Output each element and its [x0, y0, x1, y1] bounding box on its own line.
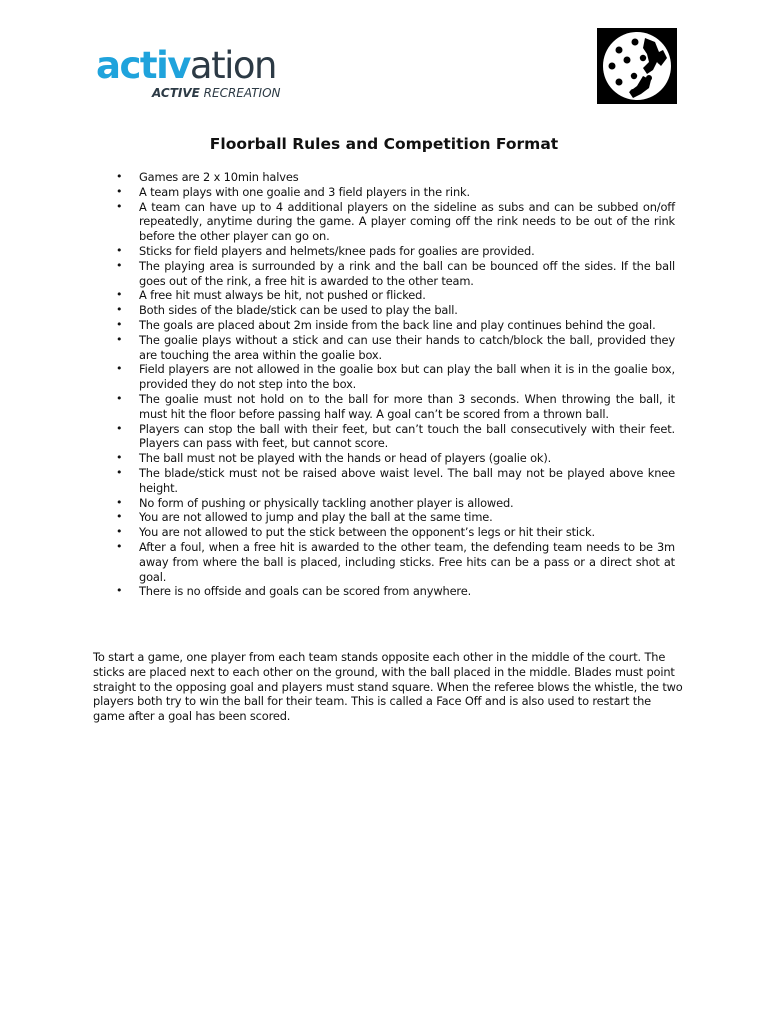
rule-text: No form of pushing or physically tackling another player is allowed. — [139, 495, 514, 510]
rule-text: Field players are not allowed in the goalie box but can play the ball when it is in the goalie box, provided they do not step into the box. — [139, 362, 675, 392]
rule-text: The goals are placed about 2m inside from the back line and play continues behind the goal. — [139, 317, 656, 332]
rules-list — [110, 170, 675, 599]
rule-text: You are not allowed to jump and play the ball at the same time. — [139, 510, 493, 525]
rule-item — [110, 244, 675, 259]
rule-item — [110, 333, 675, 363]
rule-text: You are not allowed to put the stick between the opponent’s legs or hit their stick. — [139, 525, 595, 540]
bullet-icon: • — [116, 584, 123, 598]
rule-text: The goalie plays without a stick and can use their hands to catch/block the ball, provided they are touching the area within the goalie box. — [139, 332, 675, 362]
logo-wordmark — [96, 44, 276, 88]
bullet-icon: • — [116, 317, 123, 331]
logo-word-part1: activ — [96, 44, 190, 87]
rule-text: The blade/stick must not be raised above waist level. The ball may not be played above knee height. — [139, 465, 675, 495]
bullet-icon: • — [116, 539, 123, 553]
bullet-icon: • — [116, 391, 123, 405]
rule-item — [110, 259, 675, 289]
rule-item — [110, 540, 675, 584]
rule-text: The ball must not be played with the hands or head of players (goalie ok). — [139, 451, 552, 466]
rule-text: A team plays with one goalie and 3 field players in the rink. — [139, 184, 470, 199]
bullet-icon: • — [116, 465, 123, 479]
rule-text: There is no offside and goals can be scored from anywhere. — [139, 584, 472, 599]
rule-item — [110, 303, 675, 318]
rule-item — [110, 392, 675, 422]
rule-item — [110, 510, 675, 525]
rule-text: Both sides of the blade/stick can be used to play the ball. — [139, 303, 458, 318]
rule-item — [110, 362, 675, 392]
page-title: Floorball Rules and Competition Format — [209, 135, 559, 153]
logo-tagline-rest: RECREATION — [199, 86, 281, 100]
rule-item — [110, 496, 675, 511]
rule-item — [110, 525, 675, 540]
rule-text: Players can stop the ball with their feet, but can’t touch the ball consecutively with their feet. Players can pass with feet, but cannot score. — [139, 421, 675, 451]
paragraph-text: To start a game, one player from each team stands opposite each other in the middle of the court. The sticks are placed next to each other on the ground, with the ball placed in the middle. Blades must point straight to the opposing goal and players must stand square. When the referee blows the whistle, the two players both try to win the ball for their team. This is called a Face Off and is also used to restart the game after a goal has been scored. — [93, 650, 683, 724]
bullet-icon: • — [116, 451, 123, 465]
bullet-icon: • — [116, 362, 123, 376]
rule-item — [110, 288, 675, 303]
face-off-paragraph — [93, 650, 683, 724]
bullet-icon: • — [116, 258, 123, 272]
rule-item — [110, 466, 675, 496]
bullet-icon: • — [116, 510, 123, 524]
rule-text: A team can have up to 4 additional players on the sideline as subs and can be subbed on/off repeatedly, anytime during the game. A player coming off the rink needs to be out of the rink before the other player can go on. — [139, 199, 675, 244]
rule-text: After a foul, when a free hit is awarded to the other team, the defending team needs to be 3m away from where the ball is placed, including sticks. Free hits can be a pass or a direct shot at goal. — [139, 539, 675, 584]
bullet-icon: • — [116, 495, 123, 509]
rule-text: The playing area is surrounded by a rink and the ball can be bounced off the sides. If the ball goes out of the rink, a free hit is awarded to the other team. — [139, 258, 675, 288]
logo-word-part2: ation — [189, 44, 276, 87]
bullet-icon: • — [116, 199, 123, 213]
logo-tagline — [152, 86, 281, 100]
rule-text: Sticks for field players and helmets/knee pads for goalies are provided. — [139, 243, 535, 258]
rule-item — [110, 584, 675, 599]
rule-item — [110, 200, 675, 244]
rule-item — [110, 451, 675, 466]
bullet-icon: • — [116, 184, 123, 198]
bullet-icon: • — [116, 243, 123, 257]
bullet-icon: • — [116, 288, 123, 302]
bullet-icon: • — [116, 170, 123, 183]
rule-item — [110, 170, 675, 185]
bullet-icon: • — [116, 525, 123, 539]
floorball-emblem-graphic — [597, 28, 677, 104]
rule-text: Games are 2 x 10min halves — [139, 170, 299, 184]
logo-tagline-strong: ACTIVE — [152, 86, 200, 100]
floorball-map-icon — [597, 28, 677, 104]
bullet-icon: • — [116, 332, 123, 346]
rule-item — [110, 318, 675, 333]
bullet-icon: • — [116, 303, 123, 317]
rule-text: The goalie must not hold on to the ball for more than 3 seconds. When throwing the ball, it must hit the floor before passing half way. A goal can’t be scored from a thrown ball. — [139, 391, 675, 421]
bullet-icon: • — [116, 421, 123, 435]
rule-item — [110, 422, 675, 452]
activation-logo — [96, 44, 306, 104]
rule-item — [110, 185, 675, 200]
rule-text: A free hit must always be hit, not pushed or flicked. — [139, 288, 426, 303]
